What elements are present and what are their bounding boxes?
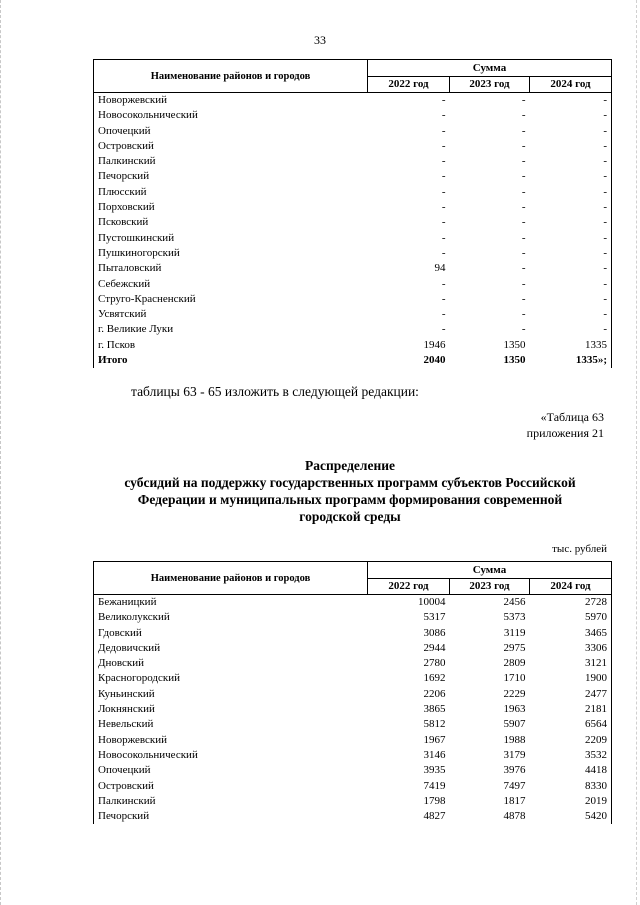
row-value: - — [521, 292, 526, 305]
row-value: 5373 — [503, 611, 526, 624]
row-value: 1335 — [530, 338, 612, 353]
row-name: Порховский — [94, 200, 368, 215]
row-value: - — [441, 231, 446, 244]
column-header-sum: Сумма — [368, 562, 612, 579]
table-row — [94, 277, 612, 292]
row-name: Опочецкий — [94, 124, 368, 139]
table-row — [94, 733, 612, 748]
row-value: - — [441, 170, 446, 183]
row-value: - — [530, 154, 612, 169]
row-value: - — [530, 307, 612, 322]
table-reference — [527, 409, 604, 441]
row-name: г. Псков — [94, 338, 368, 353]
row-value: - — [530, 108, 612, 123]
row-value: 2728 — [530, 595, 612, 611]
row-value: 3179 — [503, 748, 526, 761]
row-value: 8330 — [530, 779, 612, 794]
row-value: - — [521, 246, 526, 259]
row-value: - — [530, 124, 612, 139]
column-header-year: 2023 год — [450, 578, 530, 595]
table-row — [94, 779, 612, 794]
row-value: 3146 — [423, 748, 446, 761]
row-value: 1335»; — [530, 353, 612, 368]
row-value: - — [530, 93, 612, 109]
row-name: Печорский — [94, 169, 368, 184]
table-row — [94, 231, 612, 246]
row-value: 1967 — [423, 733, 446, 746]
heading-line: городской среды — [299, 509, 401, 524]
row-value: 2944 — [423, 641, 446, 654]
column-header-sum: Сумма — [368, 60, 612, 77]
row-value: 2229 — [503, 687, 526, 700]
row-name: Новоржевский — [94, 93, 368, 109]
row-name: Печорский — [94, 809, 368, 824]
row-value: - — [530, 231, 612, 246]
table-reference-line: «Таблица 63 — [540, 410, 604, 424]
scan-edge-right — [636, 0, 638, 905]
table-row — [94, 154, 612, 169]
table-row — [94, 338, 612, 353]
table-reference-line: приложения 21 — [526, 426, 604, 440]
table-row — [94, 185, 612, 200]
row-name: Невельский — [94, 717, 368, 732]
row-value: 1798 — [423, 794, 446, 807]
table-bottom-body — [94, 595, 612, 825]
row-name: Островский — [94, 139, 368, 154]
table-row — [94, 124, 612, 139]
row-value: 5812 — [423, 718, 446, 731]
row-value: 1350 — [503, 354, 526, 367]
row-value: - — [521, 308, 526, 321]
row-value: 3086 — [423, 626, 446, 639]
row-name: Пыталовский — [94, 261, 368, 276]
row-name: Себежский — [94, 277, 368, 292]
column-header-year: 2024 год — [530, 578, 612, 595]
table-row — [94, 794, 612, 809]
column-header-name: Наименование районов и городов — [94, 60, 368, 93]
row-value: 3935 — [423, 764, 446, 777]
row-value: 7419 — [423, 779, 446, 792]
row-value: - — [530, 261, 612, 276]
row-value: - — [521, 155, 526, 168]
table-row — [94, 139, 612, 154]
column-header-name: Наименование районов и городов — [94, 562, 368, 595]
row-value: - — [441, 308, 446, 321]
table-row — [94, 748, 612, 763]
row-value: - — [521, 139, 526, 152]
table-bottom — [93, 561, 612, 824]
row-value: 1817 — [503, 794, 526, 807]
row-value: - — [521, 170, 526, 183]
row-value: 2181 — [530, 702, 612, 717]
row-value: 5970 — [530, 610, 612, 625]
row-value: 3306 — [530, 641, 612, 656]
column-header-year: 2022 год — [368, 578, 450, 595]
table-top-body — [94, 93, 612, 369]
row-value: - — [521, 262, 526, 275]
row-value: 6564 — [530, 717, 612, 732]
row-value: 10004 — [418, 596, 446, 608]
table-row — [94, 687, 612, 702]
row-value: 5907 — [503, 718, 526, 731]
row-value: 1963 — [503, 703, 526, 716]
row-value: - — [441, 109, 446, 122]
row-value: 2456 — [503, 596, 526, 608]
table-row — [94, 322, 612, 337]
row-value: 1710 — [503, 672, 526, 685]
row-value: - — [530, 246, 612, 261]
row-value: 1900 — [530, 671, 612, 686]
table-row — [94, 671, 612, 686]
row-value: - — [441, 277, 446, 290]
row-value: - — [521, 277, 526, 290]
column-header-year: 2023 год — [450, 76, 530, 93]
row-name: Пустошкинский — [94, 231, 368, 246]
row-value: - — [441, 94, 446, 106]
table-row — [94, 246, 612, 261]
row-value: - — [521, 109, 526, 122]
table-row — [94, 656, 612, 671]
row-value: - — [441, 246, 446, 259]
row-value: - — [441, 201, 446, 214]
table-row — [94, 292, 612, 307]
row-value: - — [441, 139, 446, 152]
table-row — [94, 93, 612, 109]
table-row — [94, 307, 612, 322]
row-name: Палкинский — [94, 154, 368, 169]
row-value: - — [530, 200, 612, 215]
column-header-year: 2022 год — [368, 76, 450, 93]
row-value: 2206 — [423, 687, 446, 700]
row-name: Дедовичский — [94, 641, 368, 656]
row-value: 5420 — [530, 809, 612, 824]
row-value: - — [521, 323, 526, 336]
row-value: 1692 — [423, 672, 446, 685]
table-row — [94, 261, 612, 276]
row-value: - — [530, 277, 612, 292]
row-value: 1988 — [503, 733, 526, 746]
row-value: - — [521, 124, 526, 137]
row-name: Плюсский — [94, 185, 368, 200]
row-value: - — [441, 124, 446, 137]
row-value: - — [521, 231, 526, 244]
row-name: Итого — [94, 353, 368, 368]
row-value: - — [521, 185, 526, 198]
row-value: 2975 — [503, 641, 526, 654]
row-name: Локнянский — [94, 702, 368, 717]
units-label: тыс. рублей — [552, 543, 607, 555]
column-header-year: 2024 год — [530, 76, 612, 93]
amendment-note: таблицы 63 - 65 изложить в следующей редакции: — [131, 384, 419, 399]
table-row — [94, 641, 612, 656]
section-heading — [60, 457, 640, 525]
row-value: 3121 — [530, 656, 612, 671]
row-name: Куньинский — [94, 687, 368, 702]
row-value: 4418 — [530, 763, 612, 778]
row-value: 3119 — [503, 626, 526, 639]
row-name: Бежаницкий — [94, 595, 368, 611]
table-row — [94, 717, 612, 732]
row-value: 2209 — [530, 733, 612, 748]
row-value: 1946 — [423, 338, 446, 351]
table-row — [94, 215, 612, 230]
heading-line: Федерации и муниципальных программ формирования современной — [137, 492, 563, 507]
row-name: Опочецкий — [94, 763, 368, 778]
table-top — [93, 59, 612, 368]
row-name: Новосокольнический — [94, 108, 368, 123]
row-value: - — [441, 155, 446, 168]
row-name: Усвятский — [94, 307, 368, 322]
row-value: 1350 — [503, 338, 526, 351]
row-value: - — [530, 139, 612, 154]
row-name: Гдовский — [94, 626, 368, 641]
row-value: 7497 — [503, 779, 526, 792]
row-value: 2809 — [503, 657, 526, 670]
table-row — [94, 702, 612, 717]
table-row — [94, 108, 612, 123]
row-value: - — [521, 94, 526, 106]
row-value: 94 — [434, 262, 446, 275]
row-name: Новосокольнический — [94, 748, 368, 763]
row-value: 3465 — [530, 626, 612, 641]
row-value: 2780 — [423, 657, 446, 670]
table-row — [94, 809, 612, 824]
row-value: 3976 — [503, 764, 526, 777]
row-value: - — [521, 201, 526, 214]
table-row — [94, 200, 612, 215]
row-value: - — [521, 216, 526, 229]
row-name: Новоржевский — [94, 733, 368, 748]
row-value: - — [441, 216, 446, 229]
page-number: 33 — [314, 33, 326, 47]
row-value: 2040 — [423, 354, 446, 367]
row-value: - — [530, 292, 612, 307]
table-row — [94, 595, 612, 611]
row-value: - — [530, 215, 612, 230]
heading-line: субсидий на поддержку государственных программ субъектов Российской — [124, 475, 576, 490]
heading-line: Распределение — [304, 458, 396, 473]
table-row — [94, 763, 612, 778]
row-name: Палкинский — [94, 794, 368, 809]
row-name: Псковский — [94, 215, 368, 230]
row-name: Великолукский — [94, 610, 368, 625]
table-row — [94, 610, 612, 625]
row-value: - — [530, 322, 612, 337]
scan-edge-left — [0, 0, 2, 905]
row-value: 4827 — [423, 810, 446, 823]
row-value: 3532 — [530, 748, 612, 763]
row-name: Красногородский — [94, 671, 368, 686]
table-row — [94, 169, 612, 184]
row-name: Островский — [94, 779, 368, 794]
table-total-row — [94, 353, 612, 368]
row-value: 3865 — [423, 703, 446, 716]
table-row — [94, 626, 612, 641]
row-name: Пушкиногорский — [94, 246, 368, 261]
row-value: - — [441, 323, 446, 336]
row-value: - — [441, 292, 446, 305]
row-value: - — [530, 185, 612, 200]
row-value: 5317 — [423, 611, 446, 624]
row-value: 2019 — [530, 794, 612, 809]
row-value: 2477 — [530, 687, 612, 702]
row-name: Дновский — [94, 656, 368, 671]
row-name: г. Великие Луки — [94, 322, 368, 337]
row-value: - — [441, 185, 446, 198]
row-value: - — [530, 169, 612, 184]
row-value: 4878 — [503, 810, 526, 823]
row-name: Струго-Красненский — [94, 292, 368, 307]
